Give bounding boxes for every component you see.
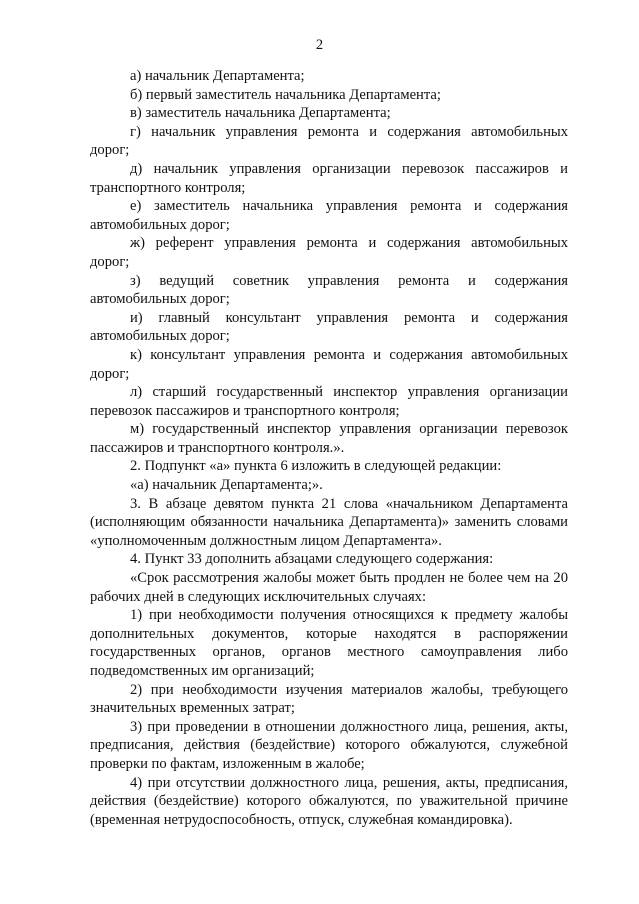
paragraph: а) начальник Департамента; bbox=[130, 68, 305, 84]
paragraph: л) старший государственный инспектор управления организации перевозок пассажиров и транспортного контроля; bbox=[90, 384, 568, 419]
paragraph: м) государственный инспектор управления организации перевозок пассажиров и транспортного контроля.». bbox=[90, 421, 568, 456]
paragraph: к) консультант управления ремонта и содержания автомобильных дорог; bbox=[90, 346, 568, 382]
paragraph: г) начальник управления ремонта и содержания автомобильных дорог; bbox=[90, 123, 568, 159]
paragraph: ж) референт управления ремонта и содержания автомобильных дорог; bbox=[90, 235, 568, 270]
paragraph: е) заместитель начальника управления ремонта и содержания автомобильных дорог; bbox=[90, 198, 568, 233]
paragraph: з) ведущий советник управления ремонта и содержания автомобильных дорог; bbox=[90, 272, 568, 308]
paragraph: 4) при отсутствии должностного лица, решения, акты, предписания, действия (бездействие) которого обжалуются, по уважительной причине (временная нетрудоспособность, отпуск, служебная командировка). bbox=[90, 774, 568, 828]
paragraph: и) главный консультант управления ремонта и содержания автомобильных дорог; bbox=[90, 309, 568, 345]
paragraph: 3. В абзаце девятом пункта 21 слова «начальником Департамента (исполняющим обязанности начальника Департамента)» заменить словами «уполномоченным должностным лицом Департамента». bbox=[90, 495, 568, 549]
document-body bbox=[90, 67, 568, 829]
paragraph: 4. Пункт 33 дополнить абзацами следующего содержания: bbox=[130, 551, 494, 568]
page-number: 2 bbox=[315, 37, 324, 53]
paragraph: б) первый заместитель начальника Департамента; bbox=[130, 86, 441, 103]
paragraph: «а) начальник Департамента;». bbox=[130, 477, 323, 494]
paragraph: 2. Подпункт «а» пункта 6 изложить в следующей редакции: bbox=[130, 458, 502, 475]
paragraph: д) начальник управления организации перевозок пассажиров и транспортного контроля; bbox=[90, 160, 568, 196]
paragraph: 3) при проведении в отношении должностного лица, решения, акты, предписания, действия (бездействие) которого обжалуются, служебной проверки по фактам, изложенным в жалобе; bbox=[90, 718, 568, 772]
paragraph: 2) при необходимости изучения материалов жалобы, требующего значительных временных затрат; bbox=[90, 681, 568, 717]
paragraph: 1) при необходимости получения относящихся к предмету жалобы дополнительных документов, которые находятся в распоряжении государственных органов, органов местного самоуправления либо подведомственных им организаций; bbox=[90, 607, 568, 679]
paragraph: в) заместитель начальника Департамента; bbox=[130, 105, 391, 122]
paragraph: «Срок рассмотрения жалобы может быть продлен не более чем на 20 рабочих дней в следующих исключительных случаях: bbox=[90, 570, 568, 605]
